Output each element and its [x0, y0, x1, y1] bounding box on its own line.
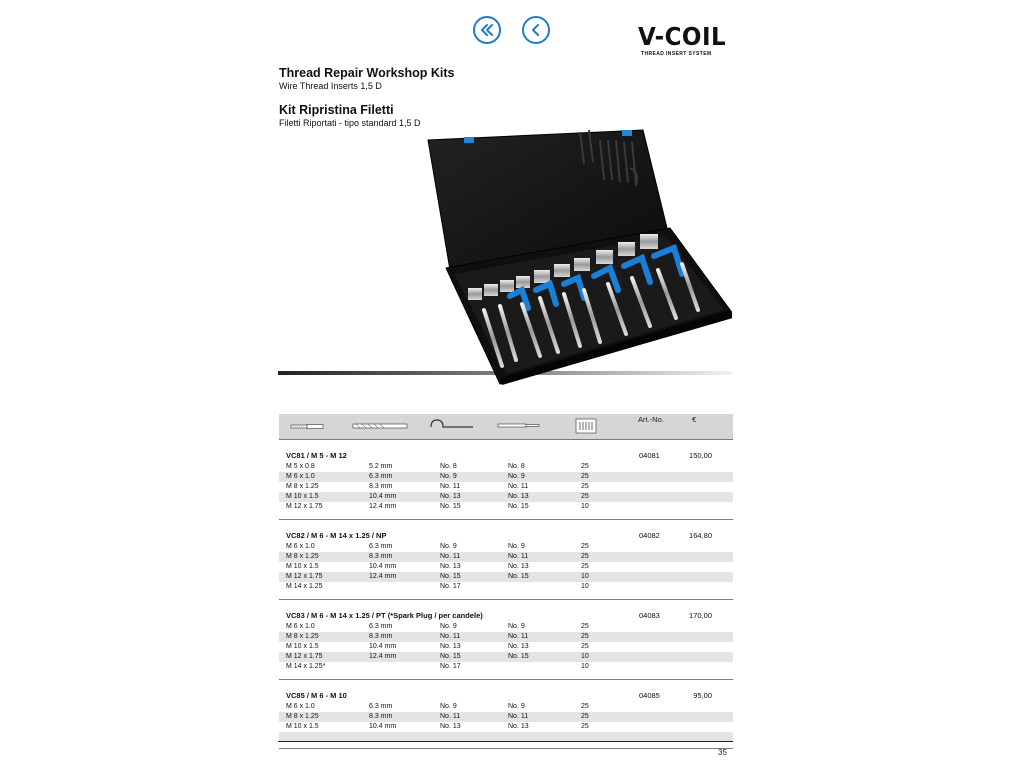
- thread-size: M 8 x 1.25: [286, 713, 319, 720]
- page-number: 35: [718, 748, 727, 757]
- kit-heading: [279, 451, 733, 462]
- tool-no: No. 11: [508, 553, 529, 560]
- tool-no: No. 15: [508, 573, 529, 580]
- tap-no: No. 9: [440, 623, 457, 630]
- drill-size: 8.3 mm: [369, 483, 393, 490]
- thread-size: M 6 x 1.0: [286, 473, 315, 480]
- tap-no: No. 13: [440, 643, 461, 650]
- drill-size: 10.4 mm: [369, 493, 397, 500]
- thread-size: M 8 x 1.25: [286, 633, 319, 640]
- insert-qty: 25: [581, 483, 589, 490]
- drill-size: 10.4 mm: [369, 723, 397, 730]
- kit-title: VC85 / M 6 - M 10: [286, 691, 347, 700]
- kit-price: 164,80: [689, 531, 712, 540]
- kit-art-no: 04085: [639, 691, 660, 700]
- insert-qty: 25: [581, 563, 589, 570]
- table-row: [279, 492, 733, 502]
- insert-qty: 25: [581, 553, 589, 560]
- table-row: [279, 542, 733, 552]
- kit-case-image: [278, 120, 732, 385]
- drill-size: 12.4 mm: [369, 653, 397, 660]
- kit-title: VC82 / M 6 - M 14 x 1.25 / NP: [286, 531, 387, 540]
- kit-art-no: 04081: [639, 451, 660, 460]
- table-row: [279, 652, 733, 662]
- tool-no: No. 13: [508, 643, 529, 650]
- drill-size: 8.3 mm: [369, 553, 393, 560]
- tap-no: No. 17: [440, 583, 461, 590]
- insert-qty: 25: [581, 463, 589, 470]
- footer-rule: [278, 741, 733, 742]
- drill-size: 5.2 mm: [369, 463, 393, 470]
- product-table: [279, 414, 733, 749]
- drill-size: 10.4 mm: [369, 643, 397, 650]
- insert-qty: 25: [581, 643, 589, 650]
- table-row: [279, 562, 733, 572]
- insert-qty: 10: [581, 503, 589, 510]
- table-row: [279, 472, 733, 482]
- kit-heading: [279, 531, 733, 542]
- tap-no: No. 8: [440, 463, 457, 470]
- kit-heading: [279, 611, 733, 622]
- kit-heading: [279, 691, 733, 702]
- tap-no: No. 15: [440, 573, 461, 580]
- thread-size: M 5 x 0.8: [286, 463, 315, 470]
- tool-no: No. 9: [508, 703, 525, 710]
- tool-no: No. 11: [508, 713, 529, 720]
- insert-qty: 10: [581, 663, 589, 670]
- col-price: €: [692, 415, 697, 424]
- drill-size: 6.3 mm: [369, 543, 393, 550]
- drill-bit-icon: [352, 417, 410, 435]
- tool-no: No. 15: [508, 503, 529, 510]
- kit-section: [279, 611, 733, 680]
- table-row: [279, 702, 733, 712]
- tool-no: No. 15: [508, 653, 529, 660]
- tool-no: No. 9: [508, 543, 525, 550]
- double-chevron-left-icon: [479, 23, 495, 37]
- drill-size: 6.3 mm: [369, 473, 393, 480]
- table-row: [279, 722, 733, 732]
- table-row: [279, 662, 733, 672]
- insert-qty: 25: [581, 703, 589, 710]
- tap-no: No. 13: [440, 493, 461, 500]
- thread-size: M 6 x 1.0: [286, 623, 315, 630]
- tool-no: No. 13: [508, 723, 529, 730]
- coil-insert-icon: [575, 417, 597, 435]
- insert-qty: 10: [581, 573, 589, 580]
- table-row: [279, 712, 733, 722]
- thread-size: M 8 x 1.25: [286, 483, 319, 490]
- drill-size: 6.3 mm: [369, 623, 393, 630]
- insert-qty: 25: [581, 713, 589, 720]
- insert-qty: 25: [581, 543, 589, 550]
- insert-qty: 25: [581, 493, 589, 500]
- thread-size: M 14 x 1.25*: [286, 663, 326, 670]
- table-row: [279, 572, 733, 582]
- kit-section: [279, 451, 733, 520]
- insert-qty: 25: [581, 473, 589, 480]
- thread-size: M 6 x 1.0: [286, 543, 315, 550]
- kit-art-no: 04083: [639, 611, 660, 620]
- drill-size: 8.3 mm: [369, 633, 393, 640]
- kit-art-no: 04082: [639, 531, 660, 540]
- tap-no: No. 17: [440, 663, 461, 670]
- thread-size: M 10 x 1.5: [286, 493, 319, 500]
- thread-size: M 12 x 1.75: [286, 573, 323, 580]
- drill-size: 12.4 mm: [369, 573, 397, 580]
- drill-size: 8.3 mm: [369, 713, 393, 720]
- drill-size: 6.3 mm: [369, 703, 393, 710]
- kit-price: 150,00: [689, 451, 712, 460]
- drill-size: 12.4 mm: [369, 503, 397, 510]
- tap-no: No. 9: [440, 703, 457, 710]
- logo-wordmark: V-COIL: [638, 22, 727, 51]
- tap-no: No. 11: [440, 483, 461, 490]
- thread-size: M 12 x 1.75: [286, 503, 323, 510]
- tool-no: No. 8: [508, 463, 525, 470]
- tool-no: No. 11: [508, 633, 529, 640]
- insert-qty: 10: [581, 583, 589, 590]
- table-row: [279, 632, 733, 642]
- table-row: [279, 462, 733, 472]
- tap-no: No. 11: [440, 633, 461, 640]
- tap-no: No. 15: [440, 503, 461, 510]
- logo-tagline: THREAD INSERT SYSTEM: [641, 51, 712, 57]
- tap-no: No. 9: [440, 473, 457, 480]
- tap-no: No. 9: [440, 543, 457, 550]
- kit-price: 95,00: [693, 691, 712, 700]
- table-row: [279, 582, 733, 592]
- tool-no: No. 11: [508, 483, 529, 490]
- tap-no: No. 11: [440, 713, 461, 720]
- kit-section: [279, 691, 733, 742]
- insert-qty: 25: [581, 633, 589, 640]
- title-italian: Kit Ripristina Filetti: [279, 103, 394, 117]
- thread-size: M 8 x 1.25: [286, 553, 319, 560]
- title-english: Thread Repair Workshop Kits: [279, 66, 455, 80]
- tap-icon: [497, 417, 541, 435]
- table-header: [279, 414, 733, 440]
- thread-size: M 6 x 1.0: [286, 703, 315, 710]
- tap-no: No. 11: [440, 553, 461, 560]
- kit-title: VC81 / M 5 - M 12: [286, 451, 347, 460]
- chevron-left-icon: [529, 23, 543, 37]
- thread-size: M 10 x 1.5: [286, 723, 319, 730]
- col-art-no: Art.-No.: [638, 415, 664, 424]
- thread-size: M 10 x 1.5: [286, 563, 319, 570]
- kit-price: 170,00: [689, 611, 712, 620]
- table-row: [279, 552, 733, 562]
- tool-no: No. 9: [508, 473, 525, 480]
- tap-no: No. 13: [440, 723, 461, 730]
- kit-section: [279, 531, 733, 600]
- insert-qty: 25: [581, 623, 589, 630]
- table-row: [279, 502, 733, 512]
- drill-size: 10.4 mm: [369, 563, 397, 570]
- insert-qty: 10: [581, 653, 589, 660]
- tap-no: No. 15: [440, 653, 461, 660]
- previous-page-button[interactable]: [522, 16, 550, 44]
- insert-qty: 25: [581, 723, 589, 730]
- tool-no: No. 9: [508, 623, 525, 630]
- thread-size: M 14 x 1.25: [286, 583, 323, 590]
- tap-no: No. 13: [440, 563, 461, 570]
- table-row: [279, 642, 733, 652]
- installation-tool-icon: [289, 417, 329, 435]
- tool-no: No. 13: [508, 563, 529, 570]
- table-row: [279, 482, 733, 492]
- thread-size: M 10 x 1.5: [286, 643, 319, 650]
- v-coil-logo: [638, 24, 734, 60]
- tool-no: No. 13: [508, 493, 529, 500]
- tang-break-tool-icon: [427, 417, 477, 435]
- subtitle-italian: Filetti Riportati - tipo standard 1,5 D: [279, 118, 421, 128]
- table-body: [279, 451, 733, 742]
- kit-title: VC83 / M 6 - M 14 x 1.25 / PT (*Spark Plug / per candele): [286, 611, 483, 620]
- table-row: [279, 622, 733, 632]
- thread-size: M 12 x 1.75: [286, 653, 323, 660]
- first-page-button[interactable]: [473, 16, 501, 44]
- subtitle-english: Wire Thread Inserts 1,5 D: [279, 81, 382, 91]
